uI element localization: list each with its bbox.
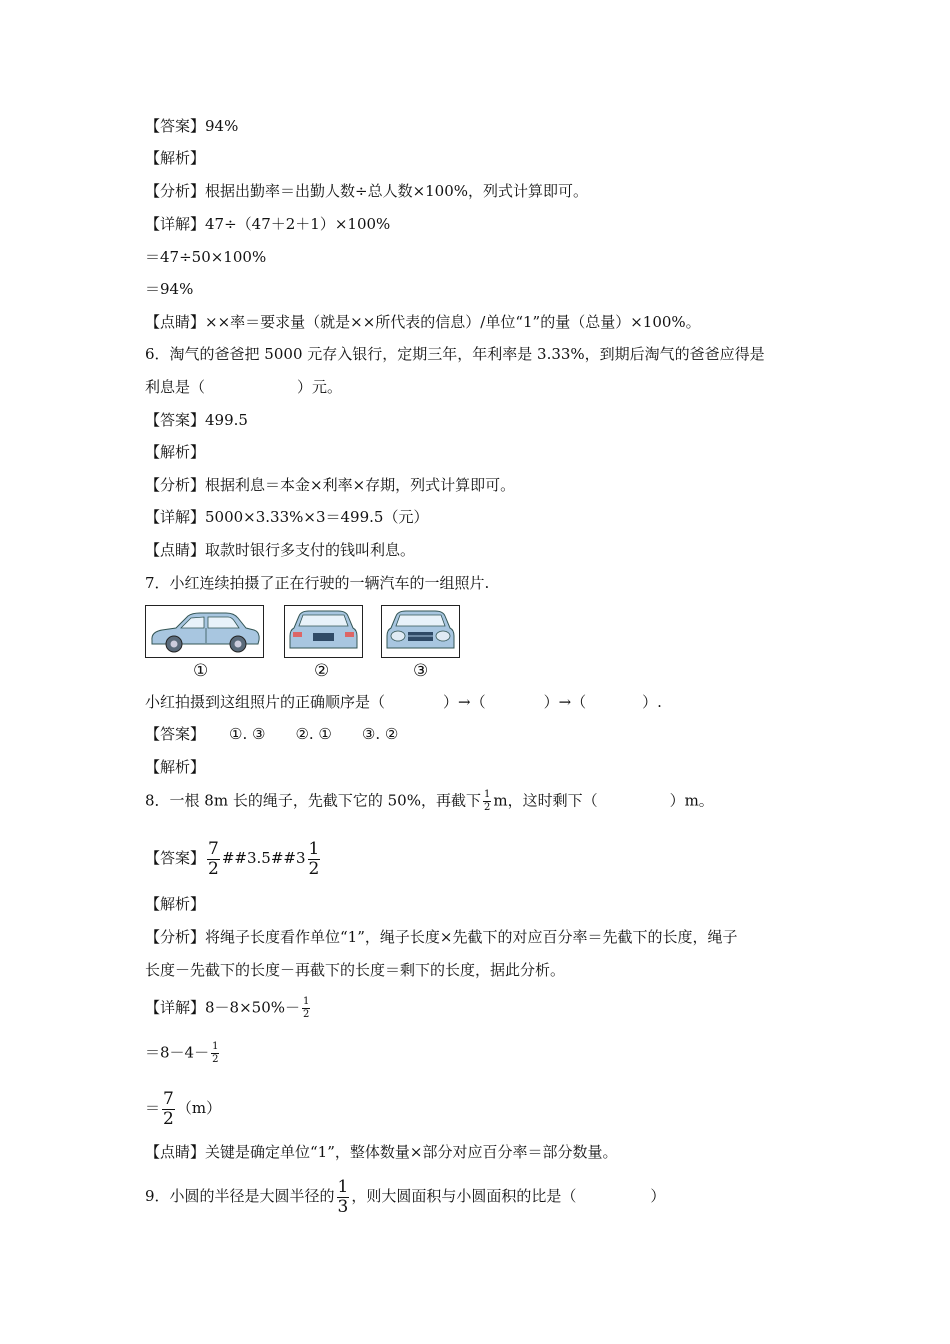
q9-stem-a: 9．小圆的半径是大圆半径的 — [145, 1187, 335, 1205]
photo-label-1: ① — [193, 661, 209, 681]
q8-detail-2-text: ＝8－4－ — [145, 1043, 210, 1062]
q8-analysis-header: 【解析】 — [145, 895, 206, 913]
q8-dianjing: 【点睛】关键是确定单位“1”，整体数量×部分对应百分率＝部分数量。 — [145, 1143, 618, 1161]
q8-answer-mid: ##3.5##3 — [221, 849, 306, 867]
q8-detail-3-prefix: ＝ — [145, 1099, 161, 1117]
q8-frac-den: 2 — [483, 802, 491, 813]
q5-answer: 【答案】94% — [145, 117, 239, 135]
q8-answer — [145, 838, 322, 878]
q8-detail-1-fraction — [302, 997, 310, 1020]
q5-analysis-header: 【解析】 — [145, 149, 206, 167]
q7-stem: 7．小红连续拍摄了正在行驶的一辆汽车的一组照片. — [145, 574, 490, 592]
q7-analysis-header: 【解析】 — [145, 758, 206, 776]
q7-question — [145, 692, 662, 712]
q8-d1-den: 2 — [303, 1009, 310, 1020]
q8-answer-prefix: 【答案】 — [145, 849, 206, 867]
q6-stem-1: 6．淘气的爸爸把 5000 元存入银行，定期三年，年利率是 3.33%，到期后淘气的爸爸应得是 — [145, 345, 765, 363]
car-side-icon — [146, 606, 263, 657]
q8-detail-3-suffix: （m） — [176, 1099, 222, 1117]
q8-answer-mixed-fraction — [308, 838, 321, 879]
q5-detail-1: 【详解】47÷（47＋2＋1）×100% — [145, 215, 391, 233]
q9-stem — [145, 1174, 665, 1218]
q8-d2-den: 2 — [212, 1054, 219, 1065]
q6-dianjing: 【点睛】取款时银行多支付的钱叫利息。 — [145, 541, 416, 559]
q5-dianjing: 【点睛】××率＝要求量（就是××所代表的信息）/单位“1”的量（总量）×100%。 — [145, 313, 701, 331]
q6-detail: 【详解】5000×3.33%×3＝499.5（元） — [145, 508, 429, 526]
car-photo-rear — [284, 605, 363, 658]
q7-answer-3: ③. ② — [361, 725, 399, 743]
q9-frac-den: 3 — [337, 1196, 349, 1217]
q6-stem-2b: ）元。 — [297, 378, 343, 396]
q8-stem-a: 8．一根 8m 长的绳子，先截下它的 50%，再截下 — [145, 791, 481, 810]
q6-stem-2 — [145, 377, 342, 397]
q5-detail-2: ＝47÷50×100% — [145, 248, 267, 266]
q7-question-b: ）→（ — [443, 693, 486, 711]
q9-stem-fraction — [337, 1176, 350, 1217]
q8-fenxi-1: 【分析】将绳子长度看作单位“1”，绳子长度×先截下的对应百分率＝先截下的长度，绳子 — [145, 928, 738, 946]
q8-detail-3 — [145, 1088, 221, 1128]
q8-detail-1-text: 【详解】8－8×50%－ — [145, 998, 300, 1017]
q8-mixed-num: 1 — [308, 838, 320, 859]
q6-analysis-header: 【解析】 — [145, 443, 206, 461]
q7-answer-2: ②. ① — [295, 725, 332, 743]
q7-answer-1: ①. ③ — [229, 725, 266, 743]
q6-stem-2a: 利息是（ — [145, 378, 206, 396]
q8-detail-2 — [145, 1042, 221, 1065]
q7-question-c: ）→（ — [543, 693, 587, 711]
q8-mixed-den: 2 — [308, 858, 320, 879]
q8-ans-den: 2 — [208, 858, 219, 879]
q7-answer-prefix: 【答案】 — [145, 725, 206, 743]
q5-detail-3: ＝94% — [145, 280, 194, 298]
q8-d3-den: 2 — [163, 1108, 174, 1129]
q8-fenxi-2: 长度－先截下的长度－再截下的长度＝剩下的长度，据此分析。 — [145, 961, 566, 979]
photo-label-3: ③ — [413, 661, 429, 681]
q8-stem — [145, 790, 714, 813]
q6-fenxi: 【分析】根据利息＝本金×利率×存期，列式计算即可。 — [145, 476, 516, 494]
q7-answer — [145, 724, 398, 744]
q6-answer: 【答案】499.5 — [145, 411, 248, 429]
q8-frac-num: 1 — [483, 789, 491, 800]
q8-d1-num: 1 — [303, 996, 310, 1007]
q8-d2-num: 1 — [212, 1041, 219, 1052]
q8-stem-b: m，这时剩下（ — [493, 791, 598, 810]
q5-fenxi: 【分析】根据出勤率＝出勤人数÷总人数×100%，列式计算即可。 — [145, 182, 589, 200]
q8-stem-c: ）m。 — [669, 791, 714, 810]
q8-detail-2-fraction — [211, 1042, 219, 1065]
q8-stem-fraction — [483, 790, 491, 813]
q8-detail-1 — [145, 997, 312, 1020]
q9-stem-c: ） — [650, 1187, 666, 1205]
car-photo-side — [145, 605, 264, 658]
q9-stem-b: ，则大圆面积与小圆面积的比是（ — [351, 1187, 577, 1205]
photo-label-2: ② — [314, 661, 330, 681]
q8-answer-fraction — [207, 838, 220, 879]
q8-detail-3-fraction — [162, 1088, 175, 1129]
q7-question-a: 小红拍摄到这组照片的正确顺序是（ — [145, 693, 386, 711]
q8-d3-num: 7 — [163, 1088, 174, 1109]
q8-ans-num: 7 — [208, 838, 219, 859]
car-front-icon — [382, 606, 459, 657]
q9-frac-num: 1 — [337, 1176, 349, 1197]
car-rear-icon — [285, 606, 362, 657]
car-photo-front — [381, 605, 460, 658]
q7-question-d: ）. — [642, 693, 662, 711]
